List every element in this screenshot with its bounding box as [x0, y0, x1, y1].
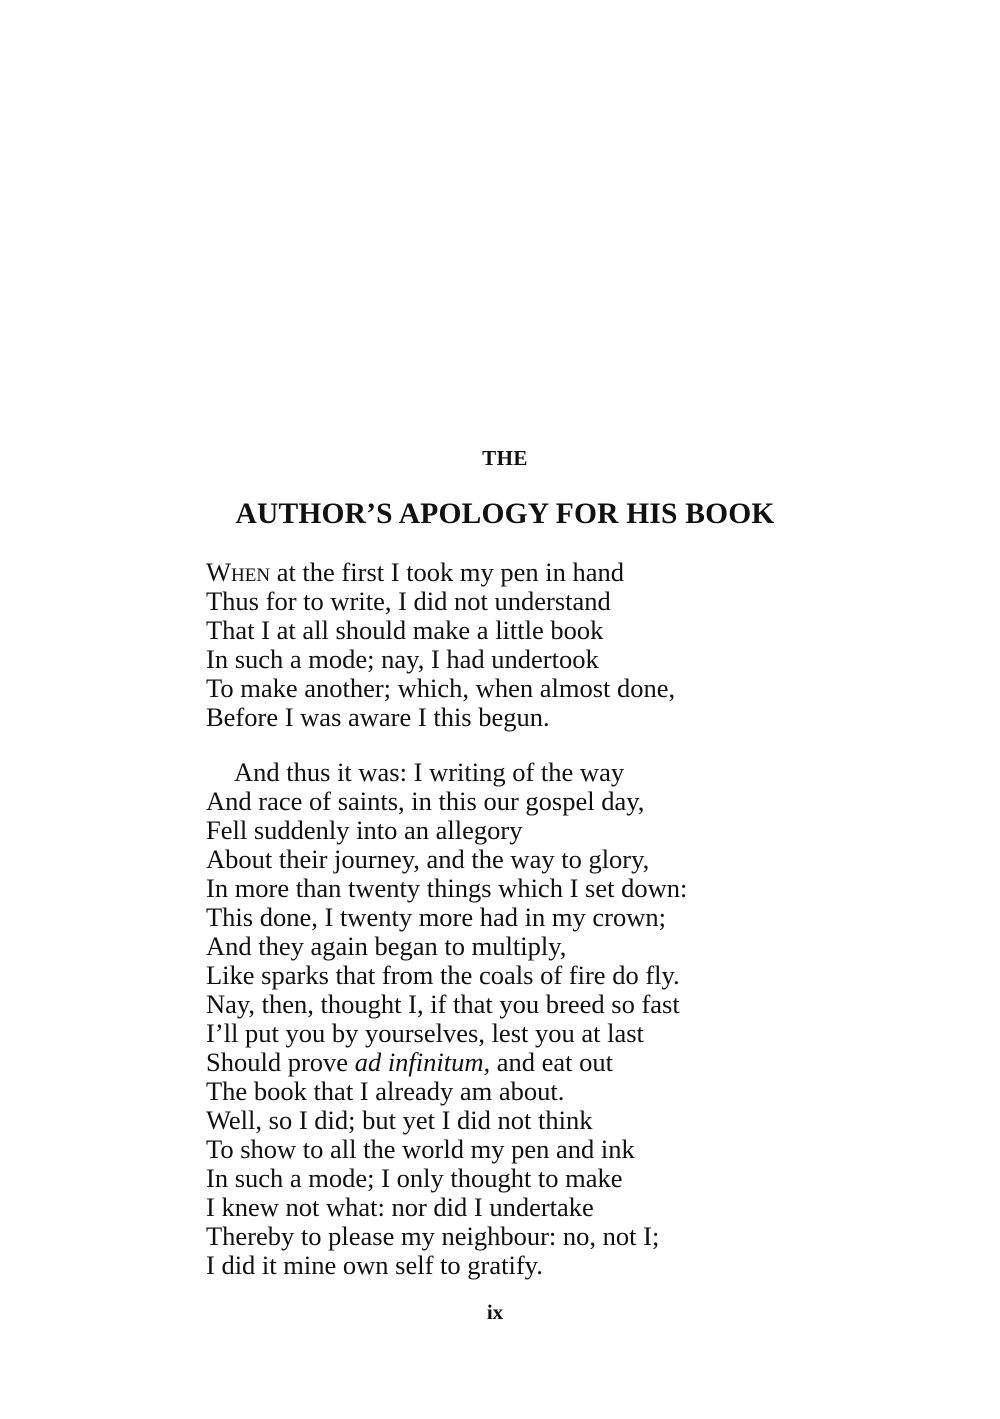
poem-line-text: at the first I took my pen in hand: [270, 557, 625, 587]
poem-line: [206, 1048, 906, 1077]
poem-line: And they again began to multiply,: [206, 931, 567, 961]
poem-line: Before I was aware I this begun.: [206, 702, 550, 732]
stanza-1: [206, 558, 906, 732]
poem-line: To show to all the world my pen and ink: [206, 1134, 635, 1164]
poem-line: Fell suddenly into an allegory: [206, 815, 523, 845]
poem-line: I did it mine own self to gratify.: [206, 1250, 543, 1280]
poem-line: In such a mode; I only thought to make: [206, 1163, 623, 1193]
poem-line: I’ll put you by yourselves, lest you at last: [206, 1018, 644, 1048]
poem-line: About their journey, and the way to glory,: [206, 844, 650, 874]
poem-line: The book that I already am about.: [206, 1076, 565, 1106]
opening-word: When: [206, 557, 271, 587]
poem: [206, 558, 906, 1280]
poem-line: In more than twenty things which I set down:: [206, 873, 688, 903]
poem-line: That I at all should make a little book: [206, 615, 604, 645]
poem-line-text: Should prove: [206, 1047, 355, 1077]
poem-line: Thereby to please my neighbour: no, not I;: [206, 1221, 660, 1251]
poem-line: This done, I twenty more had in my crown;: [206, 902, 666, 932]
poem-line: I knew not what: nor did I undertake: [206, 1192, 594, 1222]
page-number: ix: [486, 1300, 504, 1324]
heading-kicker: THE: [482, 446, 528, 470]
poem-line: Like sparks that from the coals of fire do fly.: [206, 960, 680, 990]
poem-line: And thus it was: I writing of the way: [234, 757, 625, 787]
poem-line: To make another; which, when almost done,: [206, 673, 676, 703]
poem-line: Thus for to write, I did not understand: [206, 586, 611, 616]
poem-line: Nay, then, thought I, if that you breed so fast: [206, 989, 680, 1019]
poem-line-text: and eat out: [490, 1047, 614, 1077]
italic-phrase: ad infinitum,: [354, 1047, 491, 1077]
poem-line: [206, 558, 906, 587]
chapter-title: AUTHOR’S APOLOGY FOR HIS BOOK: [235, 498, 775, 530]
poem-line: Well, so I did; but yet I did not think: [206, 1105, 593, 1135]
stanza-2: [206, 758, 906, 1280]
poem-line: And race of saints, in this our gospel day,: [206, 786, 645, 816]
poem-line: In such a mode; nay, I had undertook: [206, 644, 599, 674]
